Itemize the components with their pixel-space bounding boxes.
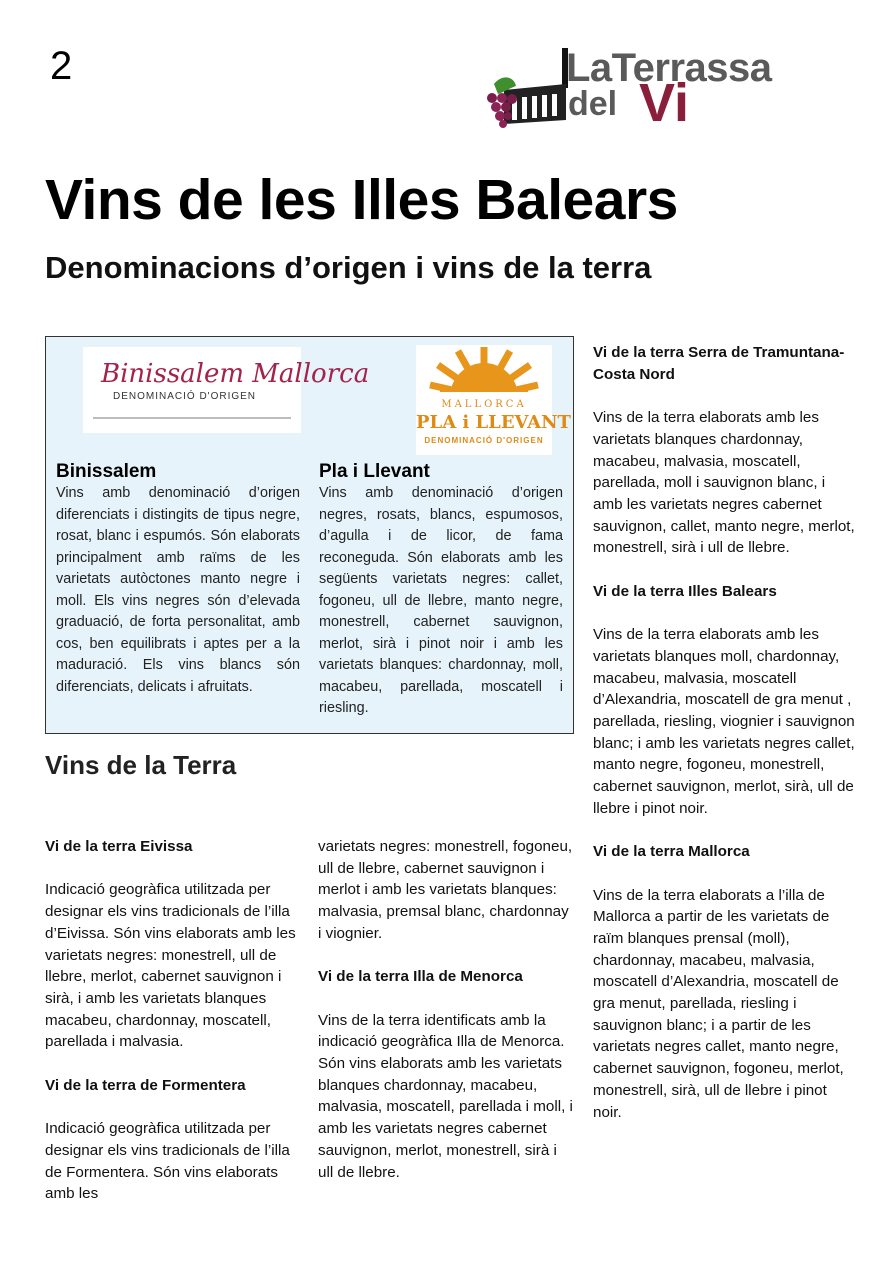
paragraph: Vins de la terra elaborats a l’illa de Mallorca a partir de les varietats de raïm blanques prensal (moll), chardonnay, macabeu, malvasia, moscatell d’Alexandria, moscatell de gra menut, parellada, riesling i sauvignon blanc; i a partir de les varietats negres callet, manto negre, cabernet sauvignon, fogoneu, merlot, monestrell, sirà, ull de llebre i pinot noir.: [593, 886, 844, 1121]
paragraph: varietats negres: monestrell, fogoneu, ull de llebre, cabernet sauvignon i merlot i amb les varietats blanques: malvasia, premsal blanc, chardonnay i viognier.: [318, 838, 573, 942]
subsection-heading: Vi de la terra Eivissa: [45, 838, 193, 855]
paragraph: Indicació geogràfica utilitzada per designar els vins tradicionals de l’illa de Formentera. Són vins elaborats amb les: [45, 1120, 290, 1203]
subsection-heading: Vi de la terra Illa de Menorca: [318, 968, 523, 986]
paragraph: Indicació geogràfica utilitzada per designar els vins tradicionals de l’illa d’Eivissa. Són vins elaborats amb les varietats negres: monestrell, ull de llebre, merlot, cabernet sauvignon i sirà, i amb les varietats blanques macabeu, chardonnay, moscatell, parellada i malvasia.: [45, 881, 296, 1051]
logo-text-del: del: [568, 85, 618, 123]
binissalem-logo-script: Binissalem Mallorca: [101, 359, 370, 389]
section-title-vins-terra: Vins de la Terra: [45, 750, 237, 780]
pla-logo-title: PLA i LLEVANT: [416, 412, 571, 433]
subsection-heading: Vi de la terra Serra de Tramuntana-Costa Nord: [593, 344, 845, 383]
pla-logo-mallorca: MALLORCA: [441, 399, 527, 410]
page-subtitle: Denominacions d’origen i vins de la terra: [45, 250, 652, 285]
do-name: Pla i Llevant: [319, 461, 430, 482]
do-name: Binissalem: [56, 461, 157, 482]
text-column-1: [45, 836, 301, 1227]
binissalem-logo-rule: [93, 417, 291, 419]
pla-logo-sub: DENOMINACIÓ D'ORIGEN: [424, 436, 544, 445]
do-binissalem: [56, 461, 300, 698]
la-terrassa-del-vi-logo: [482, 44, 847, 136]
text-column-3: [593, 342, 855, 1145]
sun-rays-icon: [416, 345, 552, 401]
page-title: Vins de les Illes Balears: [45, 168, 678, 232]
binissalem-logo-sub: DENOMINACIÓ D'ORIGEN: [113, 391, 257, 402]
text-column-2: [318, 836, 574, 1205]
grape-winery-icon: [482, 44, 572, 136]
subsection-heading: Vi de la terra Mallorca: [593, 843, 750, 861]
subsection-heading: Vi de la terra de Formentera: [45, 1076, 246, 1094]
paragraph: Vins de la terra elaborats amb les varietats blanques moll, chardonnay, macabeu, malvasia, moscatell d’Alexandria, moscatell de gra menut , parellada, riesling, viognier i sauvignon blanc; i amb les varietats negres callet, manto negre, fogoneu, monestrell, cabernet sauvignon, merlot, sirà, ull de llebre i pinot noir.: [593, 626, 855, 817]
binissalem-logo: [83, 347, 370, 433]
paragraph: Vins de la terra identificats amb la indicació geogràfica Illa de Menorca. Són vins elaborats amb les varietats blanques chardonnay, macabeu, malvasia, moscatell, parellada i moll, i amb les varietats negres cabernet sauvignon, merlot, monestrell, sirà i ull de llebre.: [318, 1011, 573, 1181]
do-pla-i-llevant: [319, 461, 563, 720]
do-description: Vins amb denominació d’origen negres, rosats, blancs, espumosos, d’agulla i de licor, de fama reconeguda. Són elaborats amb les següents varietats negres: callet, fogoneu, ull de llebre, manto negre, monestrell, cabernet sauvignon, merlot, sirà i pinot noir i amb les varietats blanques: chardonnay, moll, macabeu, parellada, moscatell i riesling.: [319, 485, 563, 716]
page-number: 2: [50, 44, 73, 88]
logo-text-vi: Vi: [639, 73, 690, 133]
do-description: Vins amb denominació d’origen diferenciats i distingits de tipus negre, rosat, blanc i espumós. Són elaborats principalment amb raïms de les varietats autòctones manto negre i moll. Els vins negres són d’elevada graduació, de forta personalitat, amb cos, ben equilibrats i aptes per a la maduració. Els vins blancs són diferenciats, delicats i afruitats.: [56, 485, 300, 695]
denominacions-origen-box: [45, 336, 574, 734]
logo-text-laterrassa: LaTerrassa: [566, 46, 772, 90]
pla-llevant-logo: [416, 345, 571, 455]
paragraph: Vins de la terra elaborats amb les varietats blanques chardonnay, macabeu, malvasia, moscatell, parellada, moll i sauvignon blanc, i amb les varietats negres cabernet sauvignon, callet, manto negre, merlot, monestrell, sirà i ull de llebre.: [593, 409, 855, 557]
subsection-heading: Vi de la terra Illes Balears: [593, 582, 777, 600]
